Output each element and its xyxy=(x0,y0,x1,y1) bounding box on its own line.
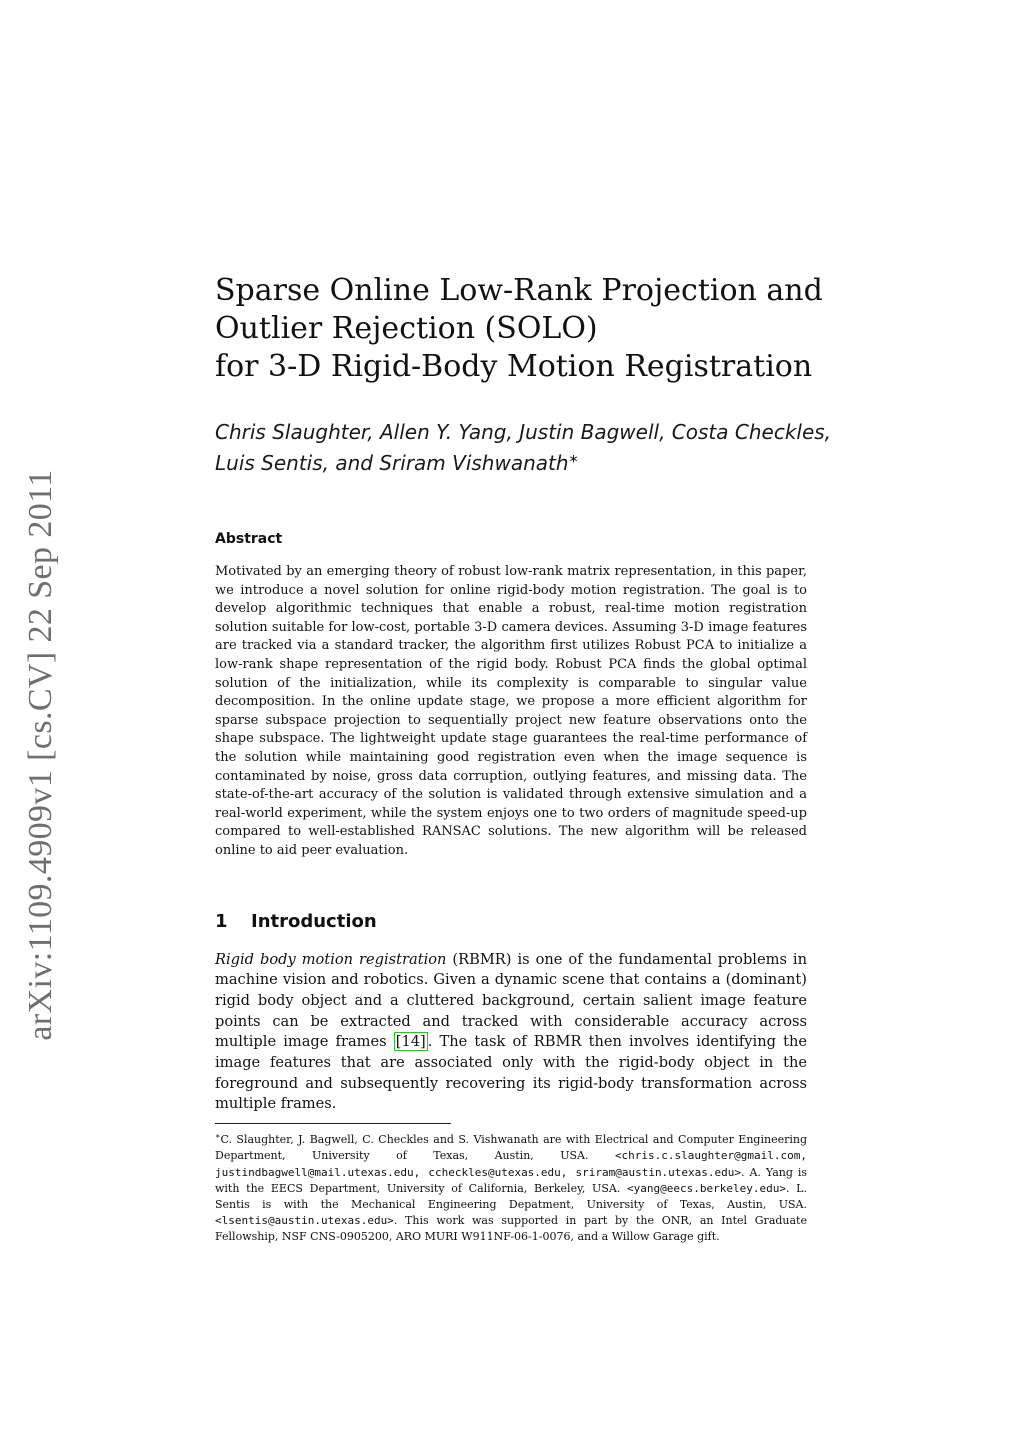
footnote-mark: ∗ xyxy=(215,1131,221,1141)
author-line-2 xyxy=(215,448,807,479)
introduction-paragraph xyxy=(215,950,807,1116)
abstract-heading: Abstract xyxy=(215,531,283,547)
title-line-3: for 3-D Rigid-Body Motion Registration xyxy=(215,349,813,384)
section-heading-introduction xyxy=(215,910,807,934)
abstract-text: Motivated by an emerging theory of robust low-rank matrix representation, in this paper, we introduce a novel solution for online rigid-body motion registration. The goal is to develop algorithmic techniques that enable a robust, real-time motion registration solution suitable for low-cost, portable 3-D camera devices. Assuming 3-D image features are tracked via a standard tracker, the algorithm first utilizes Robust PCA to initialize a low-rank shape representation of the rigid body. Robust PCA finds the global optimal solution of the initialization, while its complexity is comparable to singular value decomposition. In the online update stage, we propose a more efficient algorithm for sparse subspace projection to sequentially project new feature observations onto the shape subspace. The lightweight update stage guarantees the real-time performance of the solution while maintaining good registration even when the image sequence is contaminated by noise, gross data corruption, outlying features, and missing data. The state-of-the-art accuracy of the solution is validated through extensive simulation and a real-world experiment, while the system enjoys one to two orders of magnitude speed-up compared to well-established RANSAC solutions. The new algorithm will be released online to aid peer evaluation. xyxy=(215,564,807,858)
paper-title xyxy=(215,272,823,386)
intro-text-a: (RBMR) is one of the fundamental problems in machine vision and robotics. Given a dynamic scene that contains a (dominant) rigid body object and a cluttered background, certain salient image feature points can be extracted and tracked with considerable accuracy across multiple image frames xyxy=(215,950,808,1051)
paper-column xyxy=(215,272,832,1246)
footnote-text-1: C. Slaughter, J. Bagwell, C. Checkles and S. Vishwanath are with Electrical and Computer Engineering Department, University of Texas, Austin, USA. xyxy=(215,1133,807,1163)
author-line-2-text: Luis Sentis, and Sriram Vishwanath xyxy=(215,451,569,475)
footnote-emails-1: <chris.c.slaughter@gmail.com, justindbagwell@mail.utexas.edu, ccheckles@utexas.edu, sriram@austin.utexas.edu> xyxy=(215,1149,807,1179)
footnote-email-3: <lsentis@austin.utexas.edu> xyxy=(215,1214,394,1228)
footnote-email-2: <yang@eecs.berkeley.edu> xyxy=(627,1181,786,1195)
title-line-1: Sparse Online Low-Rank Projection and xyxy=(215,273,823,308)
author-line-1: Chris Slaughter, Allen Y. Yang, Justin Bagwell, Costa Checkles, xyxy=(215,420,832,444)
author-footnote-mark: ∗ xyxy=(568,451,579,466)
title-line-2: Outlier Rejection (SOLO) xyxy=(215,311,598,346)
footnote-divider xyxy=(215,1123,451,1124)
arxiv-identifier-stamp xyxy=(8,460,74,1050)
section-number: 1 xyxy=(215,910,228,932)
section-title: Introduction xyxy=(251,910,377,932)
footnote-text-2: . A. Yang is with the EECS Department, University of California, Berkeley, USA. xyxy=(215,1165,808,1195)
footnote-text-4: . This work was supported in part by the ONR, an Intel Graduate Fellowship, NSF CNS-0905200, ARO MURI W911NF-06-1-0076, and a Willow Garage gift. xyxy=(215,1214,807,1244)
intro-text-b: . The task of RBMR then involves identifying the image features that are associated only with the rigid-body object in the foreground and subsequently recovering its rigid-body transformation across multiple frames. xyxy=(215,1033,807,1113)
arxiv-identifier-text: arXiv:1109.4909v1 [cs.CV] 22 Sep 2011 xyxy=(22,469,59,1041)
footnote-text-3: . L. Sentis is with the Mechanical Engineering Depatment, University of Texas, Austin, USA. xyxy=(215,1181,807,1211)
intro-emphasis: Rigid body motion registration xyxy=(215,950,447,968)
citation-link[interactable]: [14] xyxy=(395,1033,426,1051)
footnote xyxy=(215,1132,807,1245)
author-list xyxy=(215,417,832,479)
